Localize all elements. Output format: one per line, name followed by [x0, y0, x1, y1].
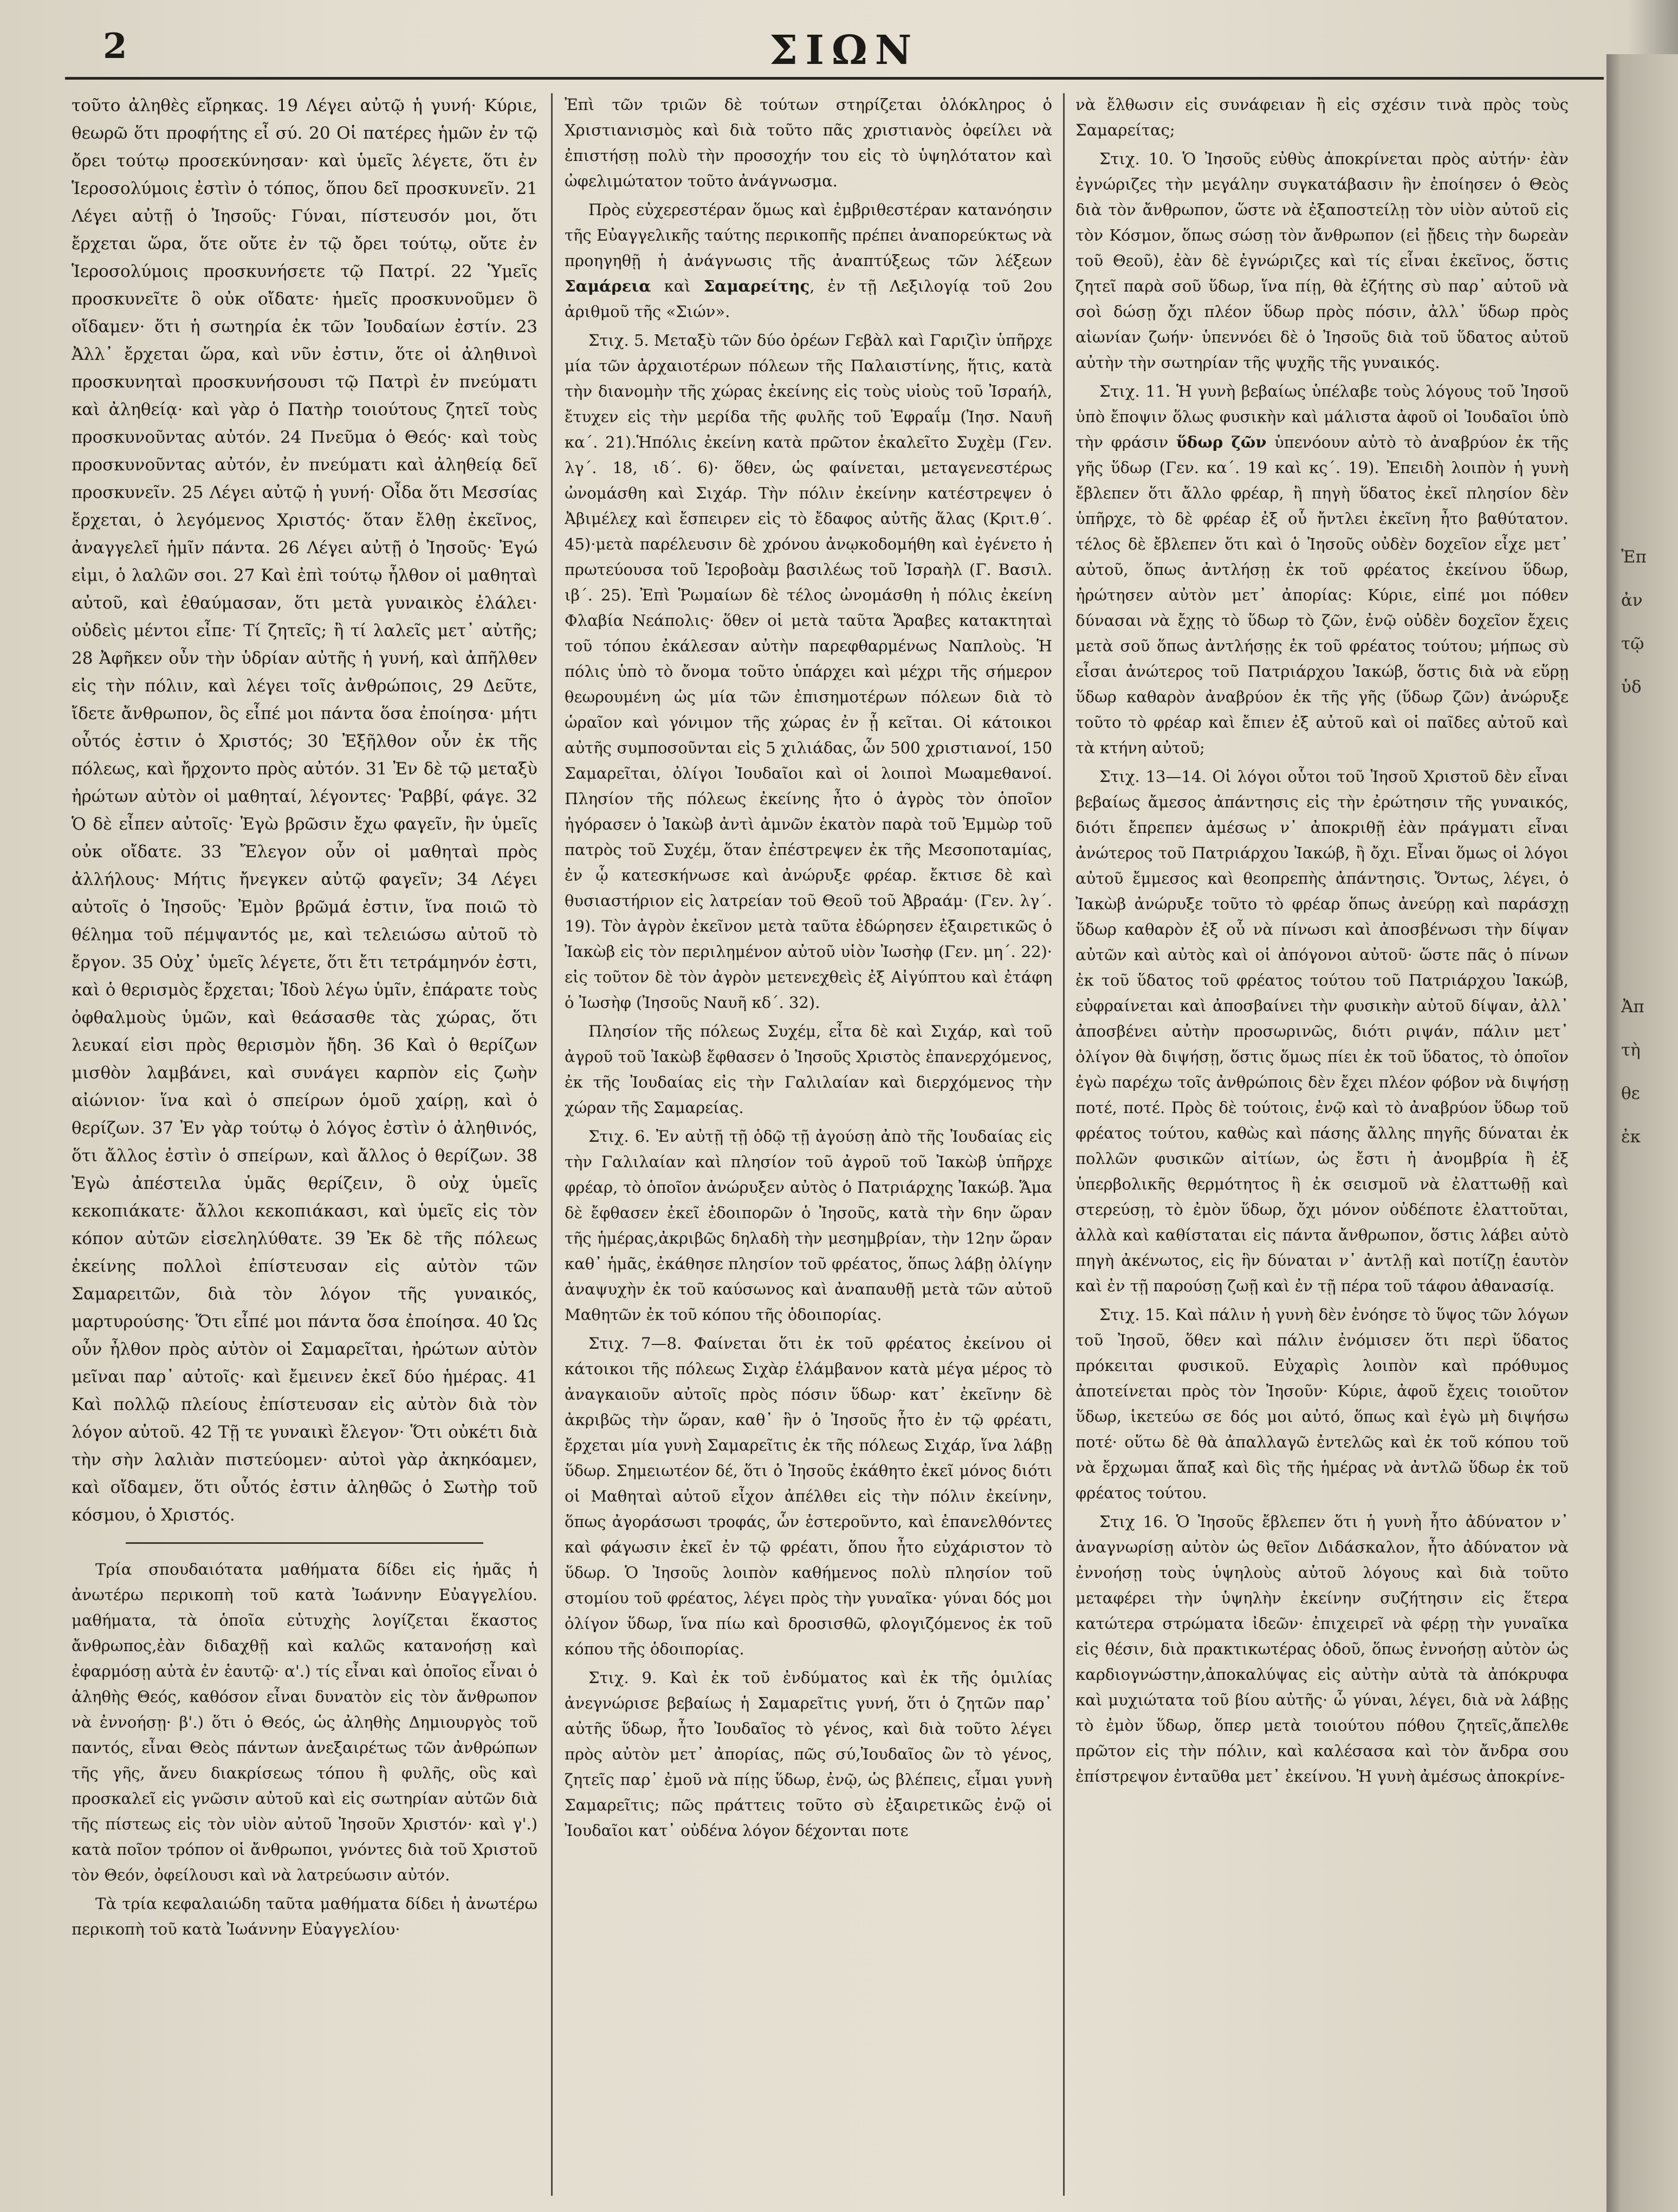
verse-commentary: Στιχ. 6. Ἐν αὐτῇ τῇ ὁδῷ τῇ ἀγούσῃ ἀπὸ τῆς Ἰουδαίας εἰς τὴν Γαλιλαίαν καὶ πλησίον τοῦ ἀγροῦ τοῦ Ἰακὼβ ὑπῆρχε φρέαρ, τὸ ὁποῖον ἀνώρυξεν αὐτὸς ὁ Πατριάρχης Ἰακώβ. Ἅμα δὲ ἔφθασεν ἐκεῖ ἐδοιπορῶν ὁ Ἰησοῦς, κατὰ τὴν 6ην ὥραν τῆς ἡμέρας,ἀκριβῶς δηλαδὴ τὴν μεσημβρίαν, τὴν 12ην ὥραν καθ᾿ ἡμᾶς, ἐκάθησε πλησίον τοῦ φρέατος, ὅπως λάβῃ ὀλίγην ἀναψυχὴν ἐκ τοῦ καύσωνος καὶ ἀναπαυθῇ μετὰ τῶν αὐτοῦ Μαθητῶν ἐκ τοῦ κόπου τῆς ὁδοιπορίας. — [565, 1127, 1052, 1324]
column-divider — [551, 93, 553, 2196]
column-divider — [1063, 93, 1065, 2196]
commentary-paragraph: Ἐπὶ τῶν τριῶν δὲ τούτων στηρίζεται ὁλόκληρος ὁ Χριστιανισμὸς καὶ διὰ τοῦτο πᾶς χριστιανὸς ὀφείλει νὰ ἐπιστήσῃ πολὺ τὴν προσοχήν του εἰς τὸ ὑψηλότατον καὶ ὠφελιμώτατον τοῦτο ἀνάγνωσμα. — [565, 95, 1052, 190]
middle-column — [565, 92, 1052, 2195]
verse-commentary: Στιχ. 10. Ὁ Ἰησοῦς εὐθὺς ἀποκρίνεται πρὸς αὐτήν· ἐὰν ἐγνώριζες τὴν μεγάλην συγκατάβασιν ἣν ἐποίησεν ὁ Θεὸς διὰ τὸν ἄνθρωπον, ὥστε νὰ ἐξαποστείλῃ τὸν υἱὸν αὐτοῦ εἰς τὸν Κόσμον, ὅπως σώσῃ τὸν ἄνθρωπον (εἰ ᾔδεις τὴν δωρεὰν τοῦ Θεοῦ), ἐὰν δὲ ἐγνώριζες καὶ τίς εἶναι ἐκεῖνος, ὅστις ζητεῖ παρὰ σοῦ ὕδωρ, ἵνα πίῃ, θὰ ἐζήτης σὺ παρ᾿ αὐτοῦ νὰ σοὶ δώσῃ ὄχι πλέον ὕδωρ πρὸς πόσιν, ἀλλ᾿ ὕδωρ πρὸς αἰωνίαν ζωήν· ὑπεννόει δὲ ὁ Ἰησοῦς διὰ τοῦ ὕδατος αὐτοῦ αὐτὴν τὴν σωτηρίαν τῆς ψυχῆς τῆς γυναικός. — [1076, 150, 1569, 372]
adjacent-page-edge — [1606, 54, 1678, 2212]
commentary-paragraph — [565, 197, 1052, 325]
term-samaria: Σαμάρεια — [565, 277, 651, 295]
text-run: Στιχ. 11. Ἡ γυνὴ βεβαίως ὑπέλαβε τοὺς λόγους τοῦ Ἰησοῦ ὑπὸ ἔποψιν ὅλως φυσικὴν καὶ μάλιστα ἀφοῦ οἱ Ἰουδαῖοι ὑπὸ τὴν φράσιν — [1076, 382, 1569, 451]
commentary-paragraph: Τρία σπουδαιότατα μαθήματα δίδει εἰς ἡμᾶς ἡ ἀνωτέρω περικοπὴ τοῦ κατὰ Ἰωάννην Εὐαγγελίου. μαθήματα, τὰ ὁποῖα εὐτυχὴς λογίζεται ἕκαστος ἄνθρωπος,ἐὰν διδαχθῇ καὶ καλῶς κατανοήσῃ καὶ ἐφαρμόσῃ αὐτὰ ἐν ἑαυτῷ· α'.) τίς εἶναι καὶ ὁποῖος εἶναι ὁ ἀληθὴς Θεός, καθόσον εἶναι δυνατὸν εἰς τὸν ἄνθρωπον νὰ ἐννοήσῃ· β'.) ὅτι ὁ Θεός, ὡς ἀληθὴς Δημιουργὸς τοῦ παντός, εἶναι Θεὸς πάντων ἀνεξαιρέτως τῶν ἀνθρώπων τῆς γῆς, ἄνευ διακρίσεως τόπου ἢ φυλῆς, οὓς καὶ προσκαλεῖ εἰς γνῶσιν αὐτοῦ καὶ εἰς σωτηρίαν αὐτῶν διὰ τῆς πίστεως εἰς τὸν υἱὸν αὐτοῦ Ἰησοῦν Χριστόν· καὶ γ'.) κατὰ ποῖον τρόπον οἱ ἄνθρωποι, γνόντες διὰ τοῦ Χριστοῦ τὸν Θεόν, ὀφείλουσι καὶ νὰ λατρεύωσιν αὐτόν. — [72, 1560, 537, 1884]
verse-commentary: Πλησίον τῆς πόλεως Συχέμ, εἶτα δὲ καὶ Σιχάρ, καὶ τοῦ ἀγροῦ τοῦ Ἰακὼβ ἔφθασεν ὁ Ἰησοῦς Χριστὸς ἐπανερχόμενος, ἐκ τῆς Ἰουδαίας εἰς τὴν Γαλιλαίαν καὶ διερχόμενος τὴν χώραν τῆς Σαμαρείας. — [565, 1022, 1052, 1117]
text-run: ὑπενόουν αὐτὸ τὸ ἀναβρύον ἐκ τῆς γῆς ὕδωρ (Γεν. κα΄. 19 καὶ κς΄. 19). Ἐπειδὴ λοιπὸν ἡ γυνὴ ἔβλεπεν ὅτι ἄλλο φρέαρ, ἢ πηγὴ ὕδατος ἐκεῖ πλησίον δὲν ὑπῆρχε, τὸ δὲ φρέαρ ἐξ οὗ ἤντλει ἐκεῖνη ἦτο βαθύτατον. τέλος δὲ ἔβλεπεν ὅτι καὶ ὁ Ἰησοῦς οὐδὲν δοχεῖον εἶχε μετ᾿ αὐτοῦ, ὅπως ἀντλήσῃ ἐκ τοῦ φρέατος ἐκείνου ὕδωρ, ἠρώτησεν αὐτὸν μετ᾿ ἀπορίας: Κύριε, εἰπέ μοι πόθεν δύνασαι νὰ ἔχῃς τὸ ὕδωρ τὸ ζῶν, ἐνῷ οὐδὲν δοχεῖον ἔχεις μετὰ σοῦ ὅπως ἀντλήσῃς ἐκ τοῦ φρέατος τούτου; μήπως σὺ εἶσαι ἀνώτερος τοῦ Πατριάρχου Ἰακώβ, ὅστις διὰ νὰ εὕρῃ ὕδωρ καθαρὸν ἀναβρύον ἐκ τῆς γῆς (ὕδωρ ζῶν) ἀνώρυξε τοῦτο τὸ φρέαρ καὶ ἔπιεν ἐξ αὐτοῦ καὶ οἱ παῖδες αὐτοῦ καὶ τὰ κτήνη αὐτοῦ; — [1076, 433, 1569, 757]
adjacent-page-fragment: τὴ — [1621, 1040, 1641, 1060]
scripture-passage: τοῦτο ἀληθὲς εἴρηκας. 19 Λέγει αὐτῷ ἡ γυνή· Κύριε, θεωρῶ ὅτι προφήτης εἶ σύ. 20 Οἱ πατέρες ἡμῶν ἐν τῷ ὄρει τούτῳ προσεκύνησαν· καὶ ὑμεῖς λέγετε, ὅτι ἐν Ἱεροσολύμοις ἐστὶν ὁ τόπος, ὅπου δεῖ προσκυνεῖν. 21 Λέγει αὐτῇ ὁ Ἰησοῦς· Γύναι, πίστευσόν μοι, ὅτι ἔρχεται ὥρα, ὅτε οὔτε ἐν τῷ ὄρει τούτῳ, οὔτε ἐν Ἱεροσολύμοις προσκυνήσετε τῷ Πατρί. 22 Ὑμεῖς προσκυνεῖτε ὃ οὐκ οἴδατε· ἡμεῖς προσκυνοῦμεν ὃ οἴδαμεν· ὅτι ἡ σωτηρία ἐκ τῶν Ἰουδαίων ἐστίν. 23 Ἀλλ᾿ ἔρχεται ὥρα, καὶ νῦν ἐστιν, ὅτε οἱ ἀληθινοὶ προσκυνηταὶ προσκυνήσουσι τῷ Πατρὶ ἐν πνεύματι καὶ ἀληθείᾳ· καὶ γὰρ ὁ Πατὴρ τοιούτους ζητεῖ τοὺς προσκυνοῦντας αὐτόν. 24 Πνεῦμα ὁ Θεός· καὶ τοὺς προσκυνοῦντας αὐτόν, ἐν πνεύματι καὶ ἀληθείᾳ δεῖ προσκυνεῖν. 25 Λέγει αὐτῷ ἡ γυνή· Οἶδα ὅτι Μεσσίας ἔρχεται, ὁ λεγόμενος Χριστός· ὅταν ἔλθῃ ἐκεῖνος, ἀναγγελεῖ ἡμῖν πάντα. 26 Λέγει αὐτῇ ὁ Ἰησοῦς· Ἐγώ εἰμι, ὁ λαλῶν σοι. 27 Καὶ ἐπὶ τούτῳ ἦλθον οἱ μαθηταὶ αὐτοῦ, καὶ ἐθαύμασαν, ὅτι μετὰ γυναικὸς ἐλάλει· οὐδεὶς μέντοι εἶπε· Τί ζητεῖς; ἢ τί λαλεῖς μετ᾿ αὐτῆς; 28 Ἀφῆκεν οὖν τὴν ὑδρίαν αὐτῆς ἡ γυνή, καὶ ἀπῆλθεν εἰς τὴν πόλιν, καὶ λέγει τοῖς ἀνθρώποις, 29 Δεῦτε, ἴδετε ἄνθρωπον, ὃς εἶπέ μοι πάντα ὅσα ἐποίησα· μήτι οὗτός ἐστιν ὁ Χριστός; 30 Ἐξῆλθον οὖν ἐκ τῆς πόλεως, καὶ ἤρχοντο πρὸς αὐτόν. 31 Ἐν δὲ τῷ μεταξὺ ἠρώτων αὐτὸν οἱ μαθηταί, λέγοντες· Ῥαββί, φάγε. 32 Ὁ δὲ εἶπεν αὐτοῖς· Ἐγὼ βρῶσιν ἔχω φαγεῖν, ἣν ὑμεῖς οὐκ οἴδατε. 33 Ἔλεγον οὖν οἱ μαθηταὶ πρὸς ἀλλήλους· Μήτις ἤνεγκεν αὐτῷ φαγεῖν; 34 Λέγει αὐτοῖς ὁ Ἰησοῦς· Ἐμὸν βρῶμά ἐστιν, ἵνα ποιῶ τὸ θέλημα τοῦ πέμψαντός με, καὶ τελειώσω αὐτοῦ τὸ ἔργον. 35 Οὐχ᾿ ὑμεῖς λέγετε, ὅτι ἔτι τετράμηνόν ἐστι, καὶ ὁ θερισμὸς ἔρχεται; Ἰδοὺ λέγω ὑμῖν, ἐπάρατε τοὺς ὀφθαλμοὺς ὑμῶν, καὶ θεάσασθε τὰς χώρας, ὅτι λευκαί εἰσι πρὸς θερισμὸν ἤδη. 36 Καὶ ὁ θερίζων μισθὸν λαμβάνει, καὶ συνάγει καρπὸν εἰς ζωὴν αἰώνιον· ἵνα καὶ ὁ σπείρων ὁμοῦ χαίρῃ, καὶ ὁ θερίζων. 37 Ἐν γὰρ τούτῳ ὁ λόγος ἐστὶν ὁ ἀληθινός, ὅτι ἄλλος ἐστὶν ὁ σπείρων, καὶ ἄλλος ὁ θερίζων. 38 Ἐγὼ ἀπέστειλα ὑμᾶς θερίζειν, ὃ οὐχ ὑμεῖς κεκοπιάκατε· ἄλλοι κεκοπιάκασι, καὶ ὑμεῖς εἰς τὸν κόπον αὐτῶν εἰσεληλύθατε. 39 Ἐκ δὲ τῆς πόλεως ἐκείνης πολλοὶ ἐπίστευσαν εἰς αὐτὸν τῶν Σαμαρειτῶν, διὰ τὸν λόγον τῆς γυναικός, μαρτυρούσης· Ὅτι εἶπέ μοι πάντα ὅσα ἐποίησα. 40 Ὡς οὖν ἦλθον πρὸς αὐτὸν οἱ Σαμαρεῖται, ἠρώτων αὐτὸν μεῖναι παρ᾿ αὐτοῖς· καὶ ἔμεινεν ἐκεῖ δύο ἡμέρας. 41 Καὶ πολλῷ πλείους ἐπίστευσαν εἰς αὐτὸν διὰ τὸν λόγον αὐτοῦ. 42 Τῇ τε γυναικὶ ἔλεγον· Ὅτι οὐκέτι διὰ τὴν σὴν λαλιὰν πιστεύομεν· αὐτοὶ γὰρ ἀκηκόαμεν, καὶ οἴδαμεν, ὅτι οὗτός ἐστιν ἀληθῶς ὁ Σωτὴρ τοῦ κόσμου, ὁ Χριστός. — [72, 96, 537, 1525]
adjacent-page-fragment: Ἀπ — [1621, 997, 1644, 1017]
text-run: καὶ — [651, 277, 704, 295]
verse-commentary: Στιχ. 9. Καὶ ἐκ τοῦ ἐνδύματος καὶ ἐκ τῆς ὁμιλίας ἀνεγνώρισε βεβαίως ἡ Σαμαρεῖτις γυνή, ὅτι ὁ ζητῶν παρ᾿ αὐτῆς ὕδωρ, ἦτο Ἰουδαῖος τὸ γένος, καὶ διὰ τοῦτο λέγει πρὸς αὐτὸν μετ᾿ ἀπορίας, πῶς σύ,Ἰουδαῖος ὢν τὸ γένος, ζητεῖς παρ᾿ ἐμοῦ νὰ πίῃς ὕδωρ, ἐνῷ, ὡς βλέπεις, εἶμαι γυνὴ Σαμαρεῖτις; πῶς πράττεις τοῦτο σὺ ἐξαιρετικῶς ἐνῷ οἱ Ἰουδαῖοι κατ᾿ οὐδένα λόγον δέχονται ποτε — [565, 1668, 1052, 1840]
adjacent-page-fragment: θε — [1621, 1084, 1640, 1103]
verse-commentary: Στιχ. 15. Καὶ πάλιν ἡ γυνὴ δὲν ἐνόησε τὸ ὕψος τῶν λόγων τοῦ Ἰησοῦ, ὅθεν καὶ πάλιν ἐνόμισεν ὅτι περὶ ὕδατος πρόκειται φυσικοῦ. Εὐχαρὶς λοιπὸν καὶ πρόθυμος ἀποτείνεται πρὸς τὸν Ἰησοῦν· Κύριε, ἀφοῦ ἔχεις τοιοῦτον ὕδωρ, ἱκετεύω σε δός μοι αὐτό, ὅπως καὶ ἐγὼ μὴ διψήσω ποτέ· οὕτω δὲ θὰ ἀπαλλαγῶ ἐντελῶς καὶ ἐκ τοῦ κόπου τοῦ νὰ ἔρχωμαι ἅπαξ καὶ δὶς τῆς ἡμέρας νὰ ἀντλῶ ὕδωρ ἐκ τοῦ φρέατος τούτου. — [1076, 1305, 1569, 1502]
adjacent-page-fragment: ἀν — [1621, 591, 1643, 610]
page-number: 2 — [103, 26, 127, 67]
verse-commentary — [1076, 379, 1569, 761]
text-run: Πρὸς εὐχερεστέραν ὅμως καὶ ἐμβριθεστέραν κατανόησιν τῆς Εὐαγγελικῆς ταύτης περικοπῆς πρέπει ἀναπορεύκτως νὰ προηγηθῇ ἡ ἀνάγνωσις τῆς ἀναπτύξεως τῶν λέξεων — [565, 200, 1052, 270]
term-living-water: ὕδωρ ζῶν — [1176, 433, 1267, 451]
masthead-title: ΣΙΩΝ — [769, 27, 919, 74]
term-samaritan: Σαμαρείτης — [703, 277, 810, 295]
commentary-paragraph: νὰ ἔλθωσιν εἰς συνάφειαν ἢ εἰς σχέσιν τινὰ πρὸς τοὺς Σαμαρείτας; — [1076, 95, 1569, 139]
right-column — [1076, 92, 1569, 2195]
adjacent-page-fragment: Ἐπ — [1621, 547, 1647, 567]
verse-commentary: Στιχ. 5. Μεταξὺ τῶν δύο ὀρέων Γεβὰλ καὶ Γαριζὶν ὑπῆρχε μία τῶν ἀρχαιοτέρων πόλεων τῆς Παλαιστίνης, ἥτις, κατὰ τὴν διανομὴν τῆς χώρας ἐκείνης εἰς τοὺς υἱοὺς τοῦ Ἰσραήλ, ἔτυχεν εἰς τὴν μερίδα τῆς φυλῆς τοῦ Ἐφραΐμ (Ἰησ. Ναυῆ κα΄. 21).Ἡπόλις ἐκείνη κατὰ πρῶτον ἐκαλεῖτο Συχὲμ (Γεν. λγ΄. 18, ιδ΄. 6)· ὅθεν, ὡς φαίνεται, μεταγενεστέρως ὠνομάσθη καὶ Σιχάρ. Τὴν πόλιν ἐκείνην κατέστρεψεν ὁ Ἀβιμέλεχ καὶ ἔσπειρεν εἰς τὸ ἔδαφος αὐτῆς ἅλας (Κριτ.θ΄. 45)·μετὰ παρέλευσιν δὲ χρόνου ἀνῳκοδομήθη καὶ ἐγένετο ἡ πρωτεύουσα τοῦ Ἱεροβοὰμ βασιλέως τοῦ Ἰσραὴλ (Γ. Βασιλ. ιβ΄. 25). Ἐπὶ Ῥωμαίων δὲ τέλος ὠνομάσθη ἡ πόλις ἐκείνη Φλαβία Νεάπολις· ὅθεν οἱ μετὰ ταῦτα Ἄραβες κατακτηταὶ τοῦ τόπου ἐκάλεσαν αὐτὴν παρεφθαρμένως Ναπλοὺς. Ἡ πόλις ὑπὸ τὸ ὄνομα τοῦτο ὑπάρχει καὶ μέχρι τῆς σήμερον θεωρουμένη ὡς μία τῶν ἐπισημοτέρων πόλεων διὰ τὸ ὡραῖον καὶ γόνιμον τῆς χώρας ἐν ᾗ κεῖται. Οἱ κάτοικοι αὐτῆς συμποσοῦνται εἰς 5 χιλιάδας, ὧν 500 χριστιανοί, 150 Σαμαρεῖται, ὀλίγοι Ἰουδαῖοι καὶ οἱ λοιποὶ Μωαμεθανοί. Πλησίον τῆς πόλεως ἐκείνης ἦτο ὁ ἀγρὸς τὸν ὁποῖον ἠγόρασεν ὁ Ἰακὼβ ἀντὶ ἀμνῶν ἑκατὸν παρὰ τοῦ Ἐμμὼρ τοῦ πατρὸς τοῦ Συχέμ, ὅταν ἐπέστρεψεν ἐκ τῆς Μεσοποταμίας, ἐν ᾧ κατεσκήνωσε καὶ ἀνώρυξε φρέαρ. ἔκτισε δὲ καὶ θυσιαστήριον εἰς λατρείαν τοῦ Θεοῦ τοῦ Ἀβραάμ· (Γεν. λγ΄. 19). Τὸν ἀγρὸν ἐκεῖνον μετὰ ταῦτα ἐδώρησεν ἐξαιρετικῶς ὁ Ἰακὼβ εἰς τὸν περιλημένον αὐτοῦ υἱὸν Ἰωσὴφ (Γεν. μη΄. 22)· εἰς τοῦτον δὲ τὸν ἀγρὸν μετενεχθεὶς ἐξ Αἰγύπτου καὶ ἐτάφη ὁ Ἰωσὴφ (Ἰησοῦς Ναυῆ κδ΄. 32). — [565, 331, 1052, 1012]
verse-commentary: Στιχ 16. Ὁ Ἰησοῦς ἔβλεπεν ὅτι ἡ γυνὴ ἦτο ἀδύνατον ν᾿ ἀναγνωρίσῃ αὐτὸν ὡς θεῖον Διδάσκαλον, ἦτο ἀδύνατον νὰ ἐννοήσῃ τοὺς ὑψηλοὺς αὐτοῦ λόγους καὶ διὰ τοῦτο μεταφέρει τὴν ὑψηλὴν ἐκείνην συζήτησιν εἰς ἕτερα κατώτερα στρώματα ἰδεῶν· ἐπιχειρεῖ νὰ φέρῃ τὴν γυναῖκα εἰς θέσιν, διὰ πρακτικωτέρας ὁδοῦ, ὅπως ἐννοήσῃ αὐτὸν ὡς καρδιογνώστην,ἀποκαλύψας εἰς αὐτὴν αὐτὰ τὰ ἀπόκρυφα καὶ μυχιώτατα τοῦ βίου αὐτῆς· ὦ γύναι, λέγει, διὰ νὰ λάβῃς τὸ ἐμὸν ὕδωρ, ὅπερ μετὰ τοιούτου πόθου ζητεῖς,ἄπελθε πρῶτον εἰς τὴν πόλιν, καὶ καλέσασα καὶ τὸν ἄνδρα σου ἐπίστρεψον ἐνταῦθα μετ᾿ ἐκείνου. Ἡ γυνὴ ἀμέσως ἀποκρίνε- — [1076, 1512, 1569, 1786]
section-divider — [126, 1542, 483, 1544]
commentary-paragraph: Τὰ τρία κεφαλαιώδη ταῦτα μαθήματα δίδει ἡ ἀνωτέρω περικοπὴ τοῦ κατὰ Ἰωάννην Εὐαγγελίου· — [72, 1894, 537, 1938]
verse-commentary: Στιχ. 7—8. Φαίνεται ὅτι ἐκ τοῦ φρέατος ἐκείνου οἱ κάτοικοι τῆς πόλεως Σιχὰρ ἐλάμβανον κατὰ μέγα μέρος τὸ ἀναγκαιοῦν αὐτοῖς πρὸς πόσιν ὕδωρ· κατ᾿ ἐκεῖνην δὲ ἀκριβῶς τὴν ὥραν, καθ᾿ ἣν ὁ Ἰησοῦς ἦτο ἐν τῷ φρέατι, ἔρχεται μία γυνὴ Σαμαρεῖτις ἐκ τῆς πόλεως Σιχάρ, ἵνα λάβῃ ὕδωρ. Σημειωτέον δέ, ὅτι ὁ Ἰησοῦς ἐκάθητο ἐκεῖ μόνος διότι οἱ Μαθηταὶ αὐτοῦ εἶχον ἀπέλθει εἰς τὴν πόλιν ἐκείνην, ὅπως ἀγοράσωσι τροφάς, ὧν ἐστεροῦντο, καὶ ἐπανελθόντες καὶ φάγωσιν ἐκεῖ ἐν τῷ φρέατι, ὅπου ἦτο εὐχάριστον τὸ ὕδωρ. Ὁ Ἰησοῦς λοιπὸν καθήμενος πολὺ πλησίον τοῦ στομίου τοῦ φρέατος, λέγει πρὸς τὴν γυναῖκα· γύναι δός μοι ὀλίγον ὕδωρ, ἵνα πίω καὶ δροσισθῶ, φλογιζόμενος ἐκ τοῦ κόπου τῆς ὁδοιπορίας. — [565, 1334, 1052, 1658]
left-column — [72, 92, 537, 2195]
adjacent-page-fragment: τῷ — [1621, 634, 1644, 654]
adjacent-page-fragment: ὑδ — [1621, 677, 1642, 697]
verse-commentary: Στιχ. 13—14. Οἱ λόγοι οὗτοι τοῦ Ἰησοῦ Χριστοῦ δὲν εἶναι βεβαίως ἄμεσος ἀπάντησις εἰς τὴν ἐρώτησιν τῆς γυναικός, διότι ἔπρεπεν ἀμέσως ν᾿ ἀποκριθῇ ἐὰν πράγματι εἶναι ἀνώτερος τοῦ Πατριάρχου Ἰακώβ, ἢ ὄχι. Εἶναι ὅμως οἱ λόγοι αὐτοῦ ἔμμεσος καὶ θεοπρεπὴς ἀπάντησις. Ὄντως, λέγει, ὁ Ἰακὼβ ἀνώρυξε τοῦτο τὸ φρέαρ ὅπως ἀνεύρῃ καὶ παράσχῃ ὕδωρ καθαρὸν ἐξ οὗ νὰ πίνωσι καὶ ἀποσβένωσι τὴν δίψαν αὐτῶν καὶ αὐτὸς καὶ οἱ ἀπόγονοι αὐτοῦ· ὥστε πᾶς ὁ πίνων ἐκ τοῦ ὕδατος τοῦ φρέατος τούτου τοῦ Πατριάρχου Ἰακώβ, εὐφραίνεται καὶ ἀποσβαίνει τὴν φυσικὴν αὐτοῦ δίψαν, ἀλλ᾿ ἀποσβένει αὐτὴν προσωρινῶς, διότι ριψάν, πάλιν μετ᾿ ὀλίγον θὰ διψήσῃ, ὅστις ὅμως πίει ἐκ τοῦ ὕδατος, τὸ ὁποῖον ἐγὼ παρέχω τοῖς ἀνθρώποις δὲν ἔχει πλέον φόβον νὰ διψήσῃ ποτέ, ποτέ. Πρὸς δὲ τούτοις, ἐνῷ καὶ τὸ ἀναβρύον ὕδωρ τοῦ φρέατος τούτου, καθὼς καὶ πάσης ἄλλης πηγῆς δύναται ἐκ πολλῶν φυσικῶν αἰτίων, ὡς ἔστι ἡ ἀνομβρία ἢ ἐξ ὑπερβολικῆς θερμότητος ἢ ἐκ σεισμοῦ νὰ ἐλαττωθῇ καὶ στερεύσῃ, τὸ ἐμὸν ὕδωρ, ὄχι μόνον οὐδέποτε ἐλαττοῦται, ἀλλὰ καὶ καθίσταται εἰς πάντα ἄνθρωπον, ὅστις λάβει αὐτὸ πηγὴ ἀκένωτος, εἰς ἣν δύναται ν᾿ ἀντλῇ καὶ ποτίζῃ ἑαυτὸν καὶ ἐν τῇ παρούσῃ ζωῇ καὶ ἐν τῇ πέρα τοῦ τάφου ἀθανασίᾳ. — [1076, 767, 1569, 1295]
header-rule — [65, 77, 1604, 80]
text-run: , ἐν τῇ Λεξιλογίᾳ τοῦ 2ου ἀριθμοῦ τῆς «Σιών». — [565, 277, 1052, 321]
adjacent-page-fragment: ἐκ — [1621, 1127, 1641, 1147]
